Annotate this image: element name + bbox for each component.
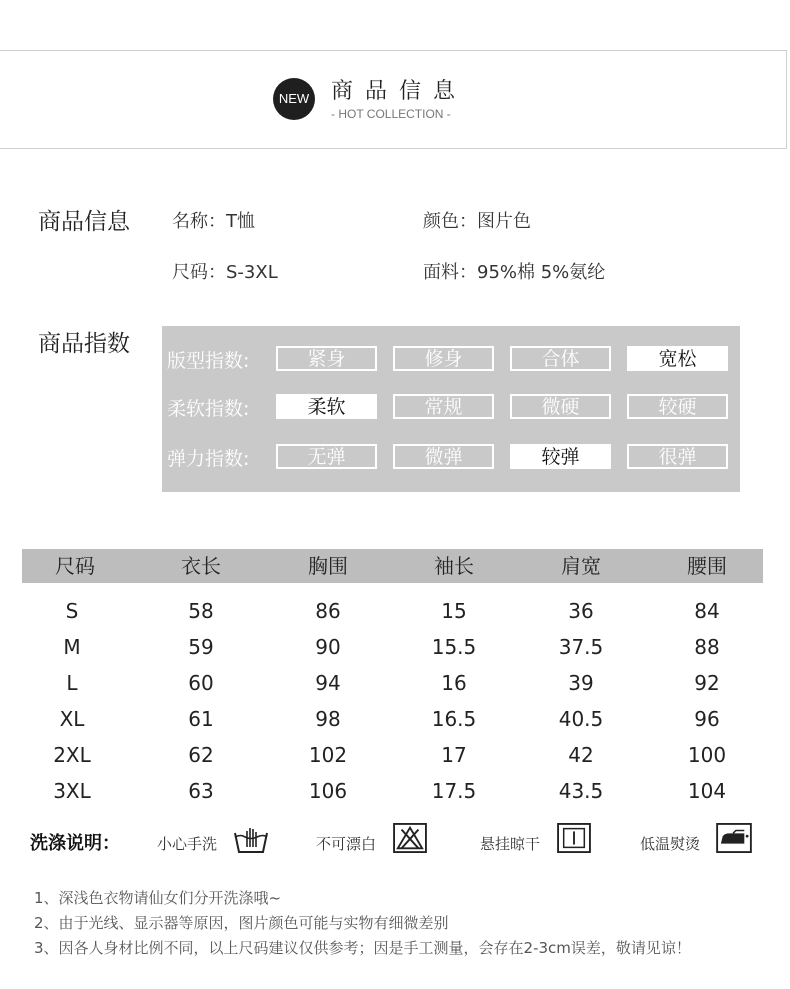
table-cell: 84: [694, 599, 720, 623]
softness-option-4: 较硬: [627, 394, 728, 419]
col-header-chest: 胸围: [308, 554, 348, 578]
elasticity-option-3-selected: 较弹: [510, 444, 611, 469]
product-name: 名称：T恤: [172, 211, 255, 232]
table-cell: 90: [315, 635, 341, 659]
table-cell: 16: [441, 671, 467, 695]
washing-title: 洗涤说明：: [30, 833, 120, 854]
note-1: 1、深浅色衣物请仙女们分开洗涤哦~: [34, 889, 282, 907]
table-cell: 92: [694, 671, 720, 695]
product-info-title: 商品信息: [38, 209, 130, 235]
table-cell: 40.5: [558, 707, 604, 731]
table-cell: 39: [568, 671, 594, 695]
table-cell: 88: [694, 635, 720, 659]
softness-option-3: 微硬: [510, 394, 611, 419]
table-cell: 36: [568, 599, 594, 623]
table-cell: 15.5: [431, 635, 477, 659]
table-cell: 15: [441, 599, 467, 623]
table-cell: 16.5: [431, 707, 477, 731]
col-header-size: 尺码: [55, 554, 95, 578]
col-header-length: 衣长: [181, 554, 221, 578]
elasticity-option-4: 很弹: [627, 444, 728, 469]
fit-option-1: 紧身: [276, 346, 377, 371]
header-title: 商品信息: [331, 79, 468, 104]
table-cell: 17.5: [431, 779, 477, 803]
header-subtitle: - HOT COLLECTION -: [331, 107, 451, 121]
table-cell: 60: [188, 671, 214, 695]
no-bleach-icon: [392, 823, 428, 853]
table-cell: 61: [188, 707, 214, 731]
table-cell: 96: [694, 707, 720, 731]
table-cell: 3XL: [53, 779, 91, 803]
table-cell: 42: [568, 743, 594, 767]
table-cell: 102: [308, 743, 348, 767]
fit-option-2: 修身: [393, 346, 494, 371]
hang-dry-icon: [556, 823, 592, 853]
table-cell: 63: [188, 779, 214, 803]
note-2: 2、由于光线、显示器等原因，图片颜色可能与实物有细微差别: [34, 914, 449, 932]
table-cell: 94: [315, 671, 341, 695]
table-cell: 106: [308, 779, 348, 803]
col-header-sleeve: 袖长: [434, 554, 474, 578]
table-cell: 104: [687, 779, 727, 803]
wash-label-bleach: 不可漂白: [316, 835, 377, 853]
table-cell: 98: [315, 707, 341, 731]
product-color: 颜色：图片色: [423, 211, 531, 232]
softness-index-label: 柔软指数:: [167, 398, 250, 420]
table-cell: XL: [59, 707, 85, 731]
table-cell: 17: [441, 743, 467, 767]
elasticity-option-2: 微弹: [393, 444, 494, 469]
table-cell: 2XL: [53, 743, 91, 767]
note-3: 3、因各人身材比例不同，以上尺码建议仅供参考；因是手工测量，会存在2-3cm误差，敬请见谅！: [34, 939, 691, 957]
table-cell: 62: [188, 743, 214, 767]
new-badge: NEW: [273, 78, 315, 120]
softness-option-2: 常规: [393, 394, 494, 419]
elasticity-option-1: 无弹: [276, 444, 377, 469]
fit-index-label: 版型指数:: [167, 350, 250, 372]
table-cell: M: [63, 635, 81, 659]
elasticity-index-label: 弹力指数:: [167, 448, 250, 470]
table-cell: 100: [687, 743, 727, 767]
index-title: 商品指数: [38, 331, 130, 357]
fit-option-3: 合体: [510, 346, 611, 371]
fit-option-4-selected: 宽松: [627, 346, 728, 371]
low-iron-icon: [716, 823, 752, 853]
wash-label-hand: 小心手洗: [157, 835, 218, 853]
product-size: 尺码：S-3XL: [172, 262, 278, 283]
hand-wash-icon: [233, 825, 269, 855]
table-cell: L: [66, 671, 78, 695]
table-cell: 43.5: [558, 779, 604, 803]
col-header-shoulder: 肩宽: [561, 554, 601, 578]
wash-label-iron: 低温熨烫: [640, 835, 701, 853]
col-header-waist: 腰围: [687, 554, 727, 578]
table-cell: 37.5: [558, 635, 604, 659]
wash-label-hang: 悬挂晾干: [480, 835, 541, 853]
table-cell: 58: [188, 599, 214, 623]
table-cell: 86: [315, 599, 341, 623]
product-fabric: 面料：95%棉 5%氨纶: [423, 262, 606, 283]
table-cell: S: [65, 599, 79, 623]
table-cell: 59: [188, 635, 214, 659]
softness-option-1-selected: 柔软: [276, 394, 377, 419]
